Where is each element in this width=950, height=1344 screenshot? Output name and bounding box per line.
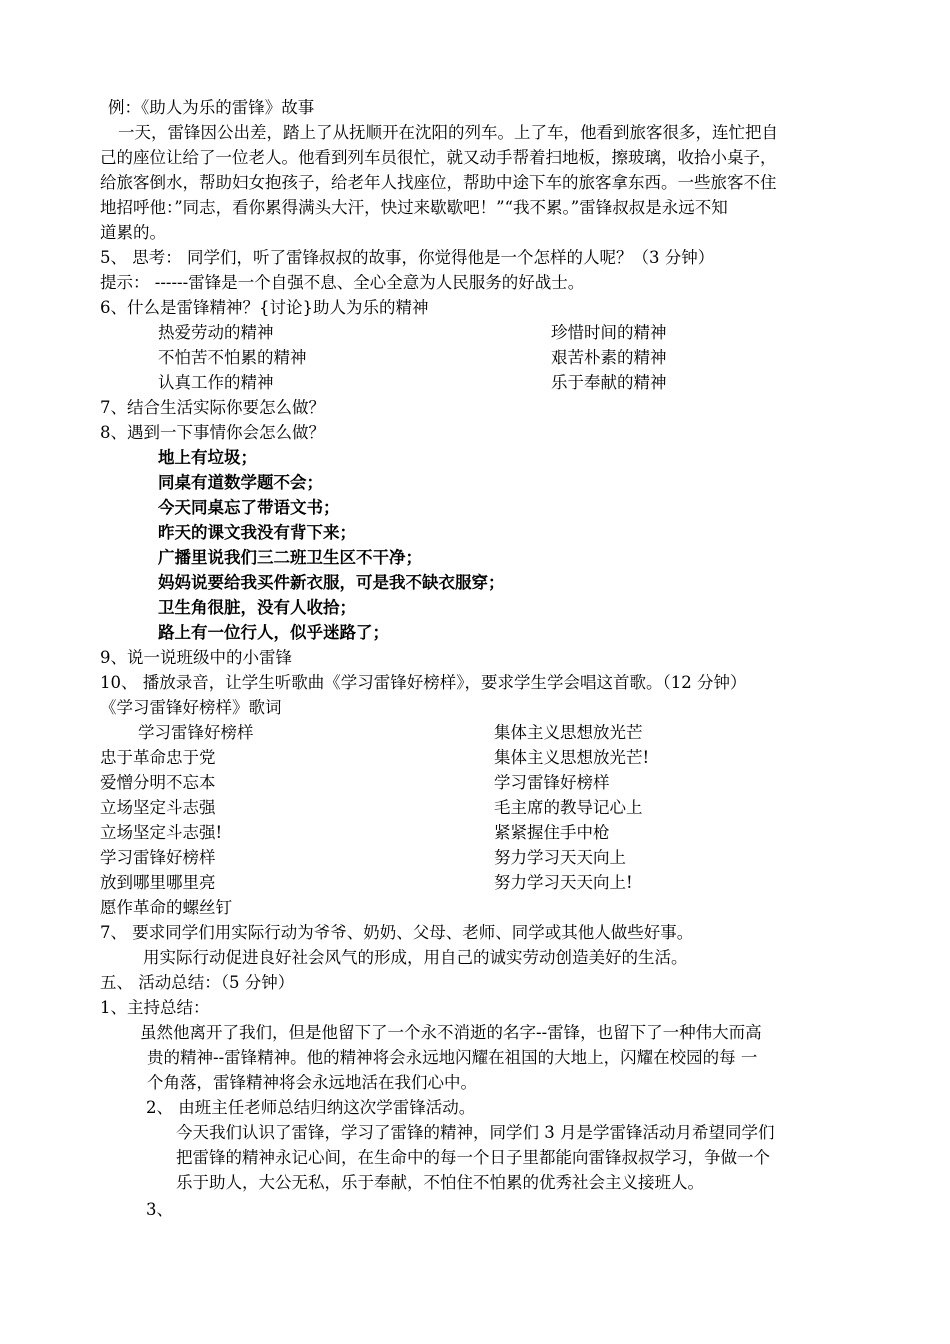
situation-item: 昨天的课文我没有背下来； <box>158 523 356 542</box>
story-line: 一天，雷锋因公出差，踏上了从抚顺开在沈阳的列车。上了车，他看到旅客很多，连忙把自 <box>118 123 778 142</box>
question-7: 7、结合生活实际你要怎么做？ <box>100 398 325 417</box>
situation-item: 地上有垃圾； <box>158 448 257 467</box>
spirit-item: 热爱劳动的精神 <box>158 323 274 342</box>
question-9: 9、说一说班级中的小雷锋 <box>100 648 292 667</box>
story-line: 己的座位让给了一位老人。他看到列车员很忙，就又动手帮着扫地板，擦玻璃，收拾小桌子， <box>100 148 777 167</box>
situation-item: 妈妈说要给我买件新衣服，可是我不缺衣服穿； <box>158 573 505 592</box>
question-7b-continued: 用实际行动促进良好社会风气的形成，用自己的诚实劳动创造美好的生活。 <box>143 948 688 967</box>
situation-item: 卫生角很脏，没有人收拾； <box>158 598 356 617</box>
lyric-line: 学习雷锋好榜样 <box>494 773 610 792</box>
summary-2-title: 2、 由班主任老师总结归纳这次学雷锋活动。 <box>146 1098 476 1117</box>
lyric-line: 忠于革命忠于党 <box>100 748 216 767</box>
lyric-line: 集体主义思想放光芒! <box>494 748 650 767</box>
summary-1-title: 1、主持总结： <box>100 998 210 1017</box>
question-8: 8、遇到一下事情你会怎么做？ <box>100 423 325 442</box>
lyric-line: 爱憎分明不忘本 <box>100 773 216 792</box>
lyric-line: 努力学习天天向上 <box>494 848 626 867</box>
lyric-line: 立场坚定斗志强! <box>100 823 223 842</box>
story-line: 给旅客倒水，帮助妇女抱孩子，给老年人找座位，帮助中途下车的旅客拿东西。一些旅客不住 <box>100 173 777 192</box>
story-line: 道累的。 <box>100 223 166 242</box>
lyric-line: 愿作革命的螺丝钉 <box>100 898 232 917</box>
summary-2-line: 今天我们认识了雷锋，学习了雷锋的精神，同学们 3 月是学雷锋活动月希望同学们 <box>176 1123 775 1142</box>
situation-item: 广播里说我们三二班卫生区不干净； <box>158 548 422 567</box>
summary-2-line: 乐于助人，大公无私，乐于奉献，不怕住不怕累的优秀社会主义接班人。 <box>176 1173 704 1192</box>
spirit-item: 艰苦朴素的精神 <box>551 348 667 367</box>
hint-line: 提示： ------雷锋是一个自强不息、全心全意为人民服务的好战士。 <box>100 273 585 292</box>
situation-item: 同桌有道数学题不会； <box>158 473 323 492</box>
lyric-line: 毛主席的教导记心上 <box>494 798 643 817</box>
question-7b: 7、 要求同学们用实际行动为爷爷、奶奶、父母、老师、同学或其他人做些好事。 <box>100 923 694 942</box>
situation-item: 今天同桌忘了带语文书； <box>158 498 340 517</box>
summary-3-title: 3、 <box>146 1200 173 1219</box>
lyric-line: 学习雷锋好榜样 <box>100 848 216 867</box>
lyric-line: 紧紧握住手中枪 <box>494 823 610 842</box>
lyric-line: 学习雷锋好榜样 <box>138 723 254 742</box>
spirit-item: 乐于奉献的精神 <box>551 373 667 392</box>
section-five-heading: 五、 活动总结：（5 分钟） <box>100 973 295 992</box>
lyric-line: 努力学习天天向上! <box>494 873 633 892</box>
situation-item: 路上有一位行人，似乎迷路了； <box>158 623 389 642</box>
question-6: 6、什么是雷锋精神？{讨论}助人为乐的精神 <box>100 298 429 317</box>
story-line: 地招呼他：”同志，看你累得满头大汗，快过来歇歇吧！”“我不累。”雷锋叔叔是永远不知 <box>100 198 728 217</box>
spirit-item: 珍惜时间的精神 <box>551 323 667 342</box>
question-10: 10、 播放录音，让学生听歌曲《学习雷锋好榜样》，要求学生学会唱这首歌。（12 分钟） <box>100 673 747 692</box>
spirit-item: 不怕苦不怕累的精神 <box>158 348 307 367</box>
question-5: 5、 思考： 同学们，听了雷锋叔叔的故事，你觉得他是一个怎样的人呢？（3 分钟） <box>100 248 715 267</box>
summary-1-line: 贵的精神--雷锋精神。他的精神将会永远地闪耀在祖国的大地上，闪耀在校园的每 一 <box>147 1048 758 1067</box>
summary-1-line: 虽然他离开了我们，但是他留下了一个永不消逝的名字--雷锋，也留下了一种伟大而高 <box>140 1023 762 1042</box>
summary-2-line: 把雷锋的精神永记心间，在生命中的每一个日子里都能向雷锋叔叔学习，争做一个 <box>176 1148 770 1167</box>
spirit-item: 认真工作的精神 <box>158 373 274 392</box>
lyric-line: 立场坚定斗志强 <box>100 798 216 817</box>
lyric-line: 集体主义思想放光芒 <box>494 723 643 742</box>
example-title: 例：《助人为乐的雷锋》故事 <box>108 98 315 117</box>
summary-1-line: 个角落，雷锋精神将会永远地活在我们心中。 <box>147 1073 477 1092</box>
lyric-line: 放到哪里哪里亮 <box>100 873 216 892</box>
lyrics-title: 《学习雷锋好榜样》歌词 <box>100 698 282 717</box>
